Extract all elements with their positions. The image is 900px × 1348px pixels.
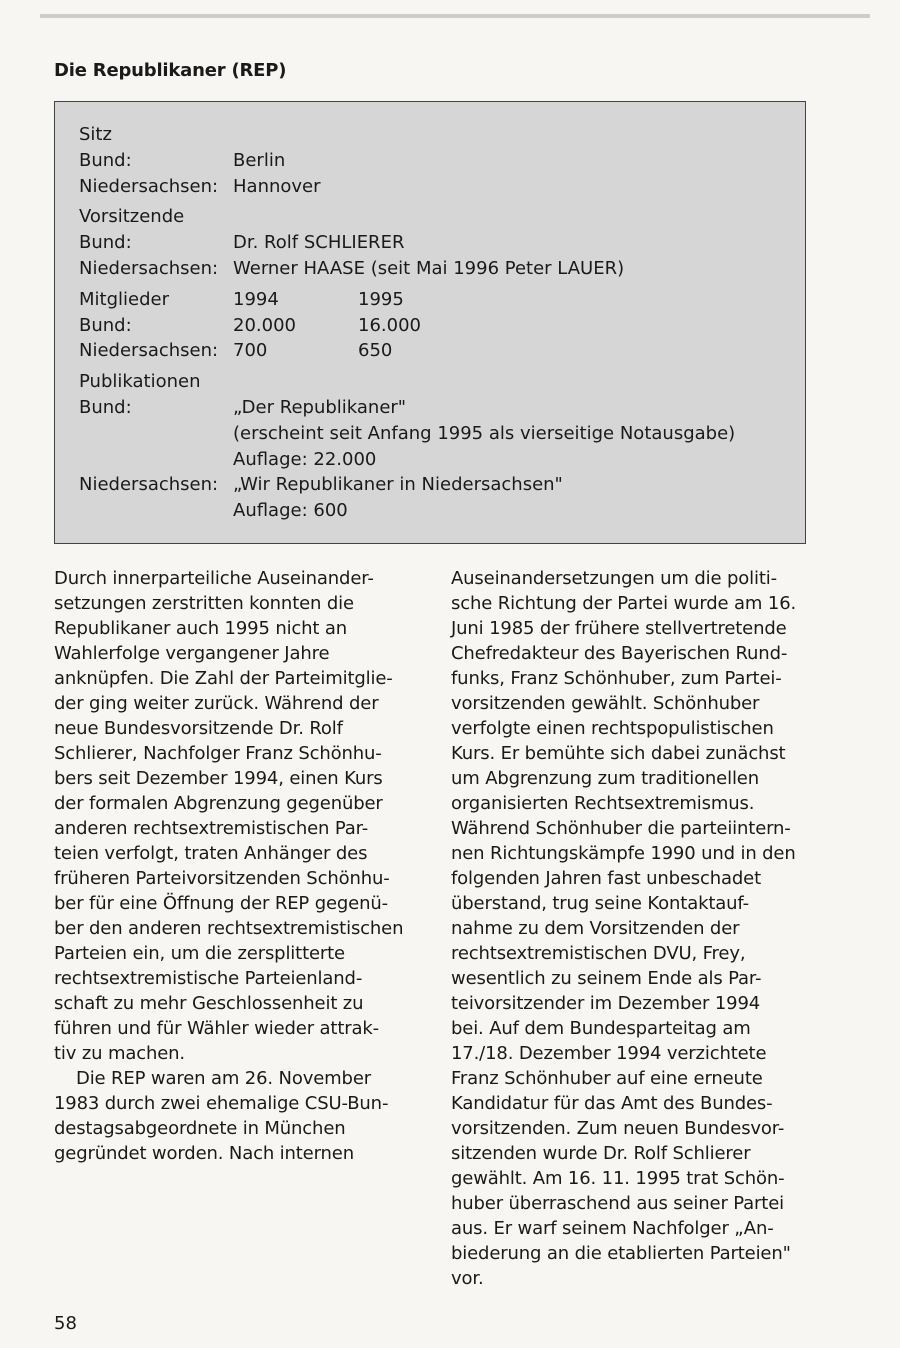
row-label: Bund: (79, 396, 132, 418)
text-line: sitzenden wurde Dr. Rolf Schlierer (451, 1143, 751, 1164)
row-label: Niedersachsen: (79, 175, 219, 197)
text-line: Republikaner auch 1995 nicht an (54, 618, 348, 639)
page-title: Die Republikaner (REP) (54, 60, 287, 81)
top-rule (40, 14, 870, 18)
members-1995: 650 (358, 340, 393, 362)
text-line: früheren Parteivorsitzenden Schönhu- (54, 868, 390, 889)
row-value: Berlin (233, 149, 286, 171)
text-line: Franz Schönhuber auf eine erneute (451, 1068, 763, 1089)
members-1995: 16.000 (358, 314, 421, 336)
vorsitzende-row-bund (79, 230, 799, 256)
sitz-row-niedersachsen (79, 174, 799, 200)
publication-title: „Der Republikaner" (233, 396, 407, 418)
row-value: Dr. Rolf SCHLIERER (233, 232, 405, 254)
mitglieder-row-niedersachsen (79, 338, 799, 364)
text-line: verfolgte einen rechtspopulistischen (451, 718, 774, 739)
text-line: vorsitzenden gewählt. Schönhuber (451, 693, 760, 714)
sitz-section (79, 122, 799, 199)
text-line: ber den anderen rechtsextremistischen (54, 918, 404, 939)
publication-note: (erscheint seit Anfang 1995 als vierseitige Notausgabe) (233, 422, 736, 444)
body-paragraph (54, 566, 424, 1066)
text-line: destagsabgeordnete in München (54, 1118, 346, 1139)
vorsitzende-row-niedersachsen (79, 256, 799, 282)
row-label: Niedersachsen: (79, 340, 219, 362)
text-line: wesentlich zu seinem Ende als Par- (451, 968, 762, 989)
text-line: sche Richtung der Partei wurde am 16. (451, 593, 797, 614)
members-1994: 20.000 (233, 314, 296, 336)
text-line: der formalen Abgrenzung gegenüber (54, 793, 383, 814)
row-label: Niedersachsen: (79, 474, 219, 496)
text-line: Parteien ein, um die zersplitterte (54, 943, 345, 964)
text-line: rechtsextremistischen DVU, Frey, (451, 943, 746, 964)
text-line: Durch innerparteiliche Auseinander- (54, 568, 374, 589)
text-line: der ging weiter zurück. Während der (54, 693, 379, 714)
text-line: folgenden Jahren fast unbeschadet (451, 868, 762, 889)
text-line: huber überraschend aus seiner Partei (451, 1193, 784, 1214)
mitglieder-header-row (79, 287, 799, 313)
row-label: Bund: (79, 232, 132, 254)
text-line: anknüpfen. Die Zahl der Parteimitglie- (54, 668, 393, 689)
publication-circulation: Auflage: 22.000 (233, 448, 377, 470)
body-column-right (451, 566, 821, 1291)
vorsitzende-heading: Vorsitzende (79, 206, 185, 228)
text-line: 17./18. Dezember 1994 verzichtete (451, 1043, 767, 1064)
row-label: Bund: (79, 314, 132, 336)
text-line: bers seit Dezember 1994, einen Kurs (54, 768, 383, 789)
text-line: Während Schönhuber die parteiintern- (451, 818, 791, 839)
members-1994: 700 (233, 340, 268, 362)
text-line: funks, Franz Schönhuber, zum Partei- (451, 668, 782, 689)
text-line: Kandidatur für das Amt des Bundes- (451, 1093, 773, 1114)
year-1995: 1995 (358, 288, 404, 310)
mitglieder-section (79, 287, 799, 364)
text-line: gewählt. Am 16. 11. 1995 trat Schön- (451, 1168, 785, 1189)
text-line: setzungen zerstritten konnten die (54, 593, 354, 614)
text-line: Auseinandersetzungen um die politi- (451, 568, 777, 589)
text-line: vorsitzenden. Zum neuen Bundesvor- (451, 1118, 785, 1139)
text-line: bei. Auf dem Bundesparteitag am (451, 1018, 751, 1039)
body-column-left (54, 566, 424, 1166)
text-line: neue Bundesvorsitzende Dr. Rolf (54, 718, 343, 739)
text-line: anderen rechtsextremistischen Par- (54, 818, 369, 839)
text-line: Kurs. Er bemühte sich dabei zunächst (451, 743, 786, 764)
publication-title: „Wir Republikaner in Niedersachsen" (233, 474, 563, 496)
text-line: nahme zu dem Vorsitzenden der (451, 918, 740, 939)
publikationen-heading: Publikationen (79, 371, 201, 393)
row-label: Bund: (79, 149, 132, 171)
text-line: Schlierer, Nachfolger Franz Schönhu- (54, 743, 382, 764)
publikationen-row-bund (79, 395, 799, 472)
sitz-row-bund (79, 148, 799, 174)
row-value: Hannover (233, 175, 321, 197)
mitglieder-row-bund (79, 313, 799, 339)
publikationen-section (79, 369, 799, 524)
text-line: führen und für Wähler wieder attrak- (54, 1018, 379, 1039)
body-paragraph (54, 1066, 424, 1166)
publikationen-row-niedersachsen (79, 472, 799, 524)
text-line: Wahlerfolge vergangener Jahre (54, 643, 330, 664)
text-line: vor. (451, 1268, 484, 1289)
vorsitzende-section (79, 204, 799, 281)
text-line: nen Richtungskämpfe 1990 und in den (451, 843, 796, 864)
publication-circulation: Auflage: 600 (233, 500, 348, 522)
text-line: aus. Er warf seinem Nachfolger „An- (451, 1218, 774, 1239)
text-line: überstand, trug seine Kontaktauf- (451, 893, 749, 914)
text-line: gegründet worden. Nach internen (54, 1143, 354, 1164)
text-line: teivorsitzender im Dezember 1994 (451, 993, 761, 1014)
row-value: Werner HAASE (seit Mai 1996 Peter LAUER) (233, 257, 625, 279)
text-line: ber für eine Öffnung der REP gegenü- (54, 893, 388, 914)
year-1994: 1994 (233, 288, 279, 310)
text-line: organisierten Rechtsextremismus. (451, 793, 755, 814)
publication-details (233, 395, 735, 472)
text-line: Die REP waren am 26. November (76, 1068, 371, 1089)
text-line: schaft zu mehr Geschlossenheit zu (54, 993, 364, 1014)
text-line: Juni 1985 der frühere stellvertretende (451, 618, 787, 639)
text-line: 1983 durch zwei ehemalige CSU-Bun- (54, 1093, 389, 1114)
text-line: rechtsextremistische Parteienland- (54, 968, 363, 989)
info-box-content (79, 122, 799, 529)
text-line: teien verfolgt, traten Anhänger des (54, 843, 368, 864)
text-line: um Abgrenzung zum traditionellen (451, 768, 759, 789)
page-number: 58 (54, 1313, 77, 1334)
text-line: tiv zu machen. (54, 1043, 185, 1064)
body-paragraph (451, 566, 821, 1291)
publication-details (233, 472, 563, 524)
text-line: Chefredakteur des Bayerischen Rund- (451, 643, 788, 664)
sitz-heading: Sitz (79, 124, 112, 145)
text-line: biederung an die etablierten Parteien" (451, 1243, 791, 1264)
mitglieder-heading: Mitglieder (79, 288, 169, 310)
row-label: Niedersachsen: (79, 257, 219, 279)
party-info-box (54, 101, 806, 544)
